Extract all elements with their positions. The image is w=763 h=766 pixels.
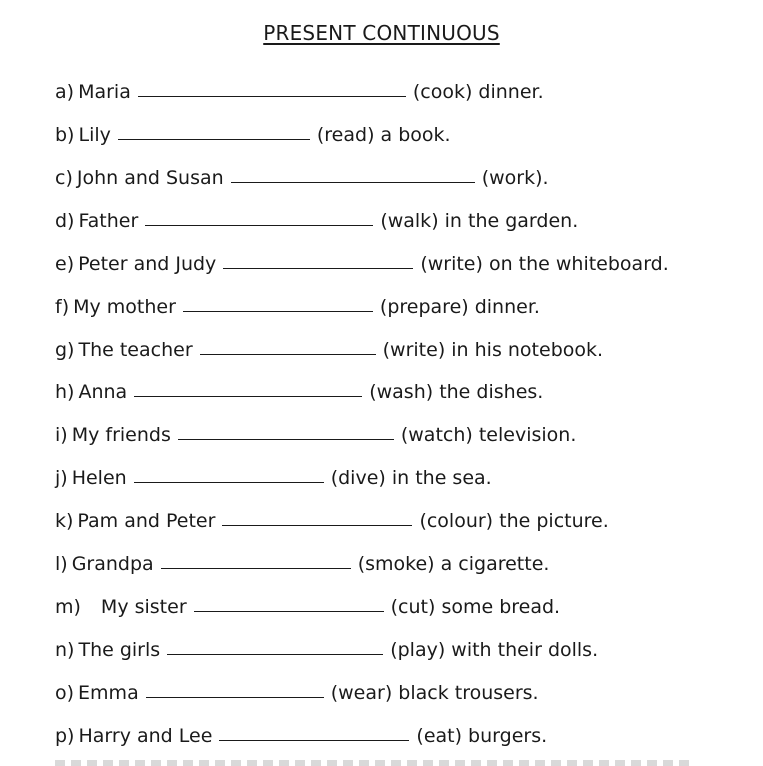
item-subject: Father xyxy=(78,210,139,232)
answer-blank[interactable] xyxy=(178,422,394,440)
exercise-item xyxy=(55,637,598,663)
exercise-item xyxy=(55,594,560,620)
answer-blank[interactable] xyxy=(145,208,373,226)
item-prompt: (cut) some bread. xyxy=(390,596,561,618)
exercise-item xyxy=(55,79,544,105)
item-prompt: (write) in his notebook. xyxy=(382,339,604,361)
exercise-item xyxy=(55,294,540,320)
item-letter: i) xyxy=(55,424,68,446)
item-prompt: (play) with their dolls. xyxy=(390,639,599,661)
answer-blank[interactable] xyxy=(118,122,310,140)
item-letter: e) xyxy=(55,253,75,275)
exercise-item xyxy=(55,122,451,148)
item-prompt: (cook) dinner. xyxy=(412,81,544,103)
exercise-item xyxy=(55,551,549,577)
item-subject: Pam and Peter xyxy=(77,510,216,532)
answer-blank[interactable] xyxy=(222,508,412,526)
item-subject: The girls xyxy=(78,639,161,661)
answer-blank[interactable] xyxy=(231,165,475,183)
item-subject: Grandpa xyxy=(71,553,154,575)
item-subject: Emma xyxy=(78,682,139,704)
item-prompt: (prepare) dinner. xyxy=(379,296,540,318)
item-letter: a) xyxy=(55,81,75,103)
exercise-item xyxy=(55,208,578,234)
answer-blank[interactable] xyxy=(134,379,362,397)
item-prompt: (watch) television. xyxy=(400,424,577,446)
item-subject: Anna xyxy=(78,381,128,403)
exercise-item xyxy=(55,465,492,491)
item-prompt: (colour) the picture. xyxy=(419,510,609,532)
exercise-item xyxy=(55,379,543,405)
answer-blank[interactable] xyxy=(161,551,351,569)
item-prompt: (read) a book. xyxy=(316,124,451,146)
item-letter: l) xyxy=(55,553,68,575)
exercise-item xyxy=(55,723,547,749)
item-letter: n) xyxy=(55,639,75,661)
item-letter: d) xyxy=(55,210,75,232)
exercise-item xyxy=(55,508,609,534)
item-subject: Maria xyxy=(78,81,131,103)
item-prompt: (eat) burgers. xyxy=(416,725,548,747)
item-subject: My sister xyxy=(100,596,187,618)
answer-blank[interactable] xyxy=(167,637,383,655)
exercise-item xyxy=(55,251,669,277)
item-subject: Harry and Lee xyxy=(78,725,213,747)
item-letter: c) xyxy=(55,167,73,189)
item-subject: Peter and Judy xyxy=(78,253,217,275)
item-prompt: (wash) the dishes. xyxy=(369,381,544,403)
answer-blank[interactable] xyxy=(200,337,376,355)
exercise-item xyxy=(55,165,549,191)
answer-blank[interactable] xyxy=(194,594,384,612)
item-prompt: (wear) black trousers. xyxy=(330,682,539,704)
next-line-cutoff xyxy=(55,760,695,766)
answer-blank[interactable] xyxy=(146,680,324,698)
exercise-item xyxy=(55,337,603,363)
answer-blank[interactable] xyxy=(134,465,324,483)
item-prompt: (dive) in the sea. xyxy=(330,467,492,489)
item-subject: Lily xyxy=(78,124,111,146)
item-prompt: (smoke) a cigarette. xyxy=(357,553,550,575)
answer-blank[interactable] xyxy=(183,294,373,312)
exercise-item xyxy=(55,422,576,448)
item-prompt: (walk) in the garden. xyxy=(380,210,579,232)
item-subject: John and Susan xyxy=(76,167,224,189)
item-subject: Helen xyxy=(71,467,127,489)
item-letter: o) xyxy=(55,682,75,704)
item-letter: h) xyxy=(55,381,75,403)
item-letter: k) xyxy=(55,510,74,532)
item-letter: p) xyxy=(55,725,75,747)
item-subject: My mother xyxy=(73,296,176,318)
answer-blank[interactable] xyxy=(138,79,406,97)
item-letter: f) xyxy=(55,296,70,318)
item-subject: My friends xyxy=(71,424,171,446)
item-prompt: (work). xyxy=(481,167,549,189)
item-letter: j) xyxy=(55,467,68,489)
answer-blank[interactable] xyxy=(223,251,413,269)
item-subject: The teacher xyxy=(78,339,193,361)
exercise-item xyxy=(55,680,539,706)
item-letter: m) xyxy=(55,596,81,618)
item-letter: g) xyxy=(55,339,75,361)
worksheet-title: PRESENT CONTINUOUS xyxy=(263,21,500,45)
item-prompt: (write) on the whiteboard. xyxy=(420,253,669,275)
answer-blank[interactable] xyxy=(219,723,409,741)
item-letter: b) xyxy=(55,124,75,146)
